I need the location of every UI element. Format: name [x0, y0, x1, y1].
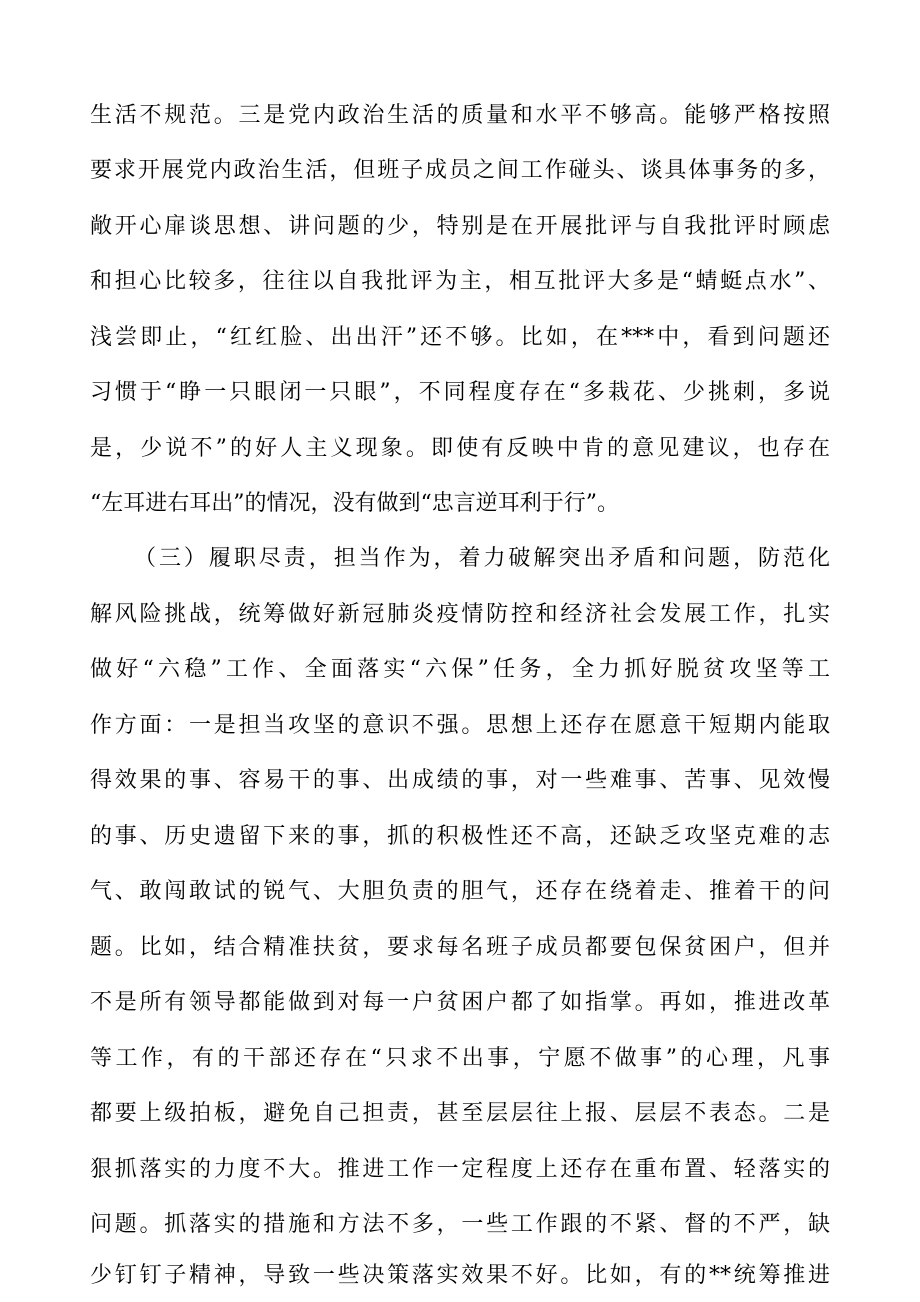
- text-line: 敞开心扉谈思想、讲问题的少，特别是在开展批评与自我批评时顾虑: [90, 214, 830, 239]
- section-heading-line: （三）履职尽责，担当作为，着力破解突出矛盾和问题，防范化: [134, 546, 830, 571]
- text-line: 做好“六稳”工作、全面落实“六保”任务，全力抓好脱贫攻坚等工: [90, 657, 830, 682]
- text-line: 都要上级拍板，避免自己担责，甚至层层往上报、层层不表态。二是: [90, 1101, 830, 1126]
- text-line: 狠抓落实的力度不大。推进工作一定程度上还存在重布置、轻落实的: [90, 1157, 830, 1182]
- text-line: 的事、历史遗留下来的事，抓的积极性还不高，还缺乏攻坚克难的志: [90, 824, 830, 849]
- text-line: 问题。抓落实的措施和方法不多，一些工作跟的不紧、督的不严，缺: [90, 1212, 830, 1237]
- text-line: 得效果的事、容易干的事、出成绩的事，对一些难事、苦事、见效慢: [90, 768, 830, 793]
- text-line: 题。比如，结合精准扶贫，要求每名班子成员都要包保贫困户，但并: [90, 935, 830, 960]
- text-line: 等工作，有的干部还存在“只求不出事，宁愿不做事”的心理，凡事: [90, 1046, 830, 1071]
- text-line: 不是所有领导都能做到对每一户贫困户都了如指掌。再如，推进改革: [90, 990, 830, 1015]
- text-line: 浅尝即止，“红红脸、出出汗”还不够。比如，在***中，看到问题还: [90, 325, 830, 350]
- text-line: 气、敢闯敢试的锐气、大胆负责的胆气，还存在绕着走、推着干的问: [90, 879, 830, 904]
- text-line: 习惯于“睁一只眼闭一只眼”，不同程度存在“多栽花、少挑刺，多说: [90, 380, 830, 405]
- text-line: 生活不规范。三是党内政治生活的质量和水平不够高。能够严格按照: [90, 103, 830, 128]
- text-line: 解风险挑战，统筹做好新冠肺炎疫情防控和经济社会发展工作，扎实: [90, 602, 830, 627]
- text-line: 和担心比较多，往往以自我批评为主，相互批评大多是“蜻蜓点水”、: [90, 269, 830, 294]
- text-line: 是，少说不”的好人主义现象。即使有反映中肯的意见建议，也存在: [90, 436, 830, 461]
- text-line: 要求开展党内政治生活，但班子成员之间工作碰头、谈具体事务的多，: [90, 158, 830, 183]
- text-line: “左耳进右耳出”的情况，没有做到“忠言逆耳利于行”。: [90, 491, 619, 516]
- text-line: 作方面：一是担当攻坚的意识不强。思想上还存在愿意干短期内能取: [90, 713, 830, 738]
- text-line: 少钉钉子精神，导致一些决策落实效果不好。比如，有的**统筹推进: [90, 1263, 830, 1288]
